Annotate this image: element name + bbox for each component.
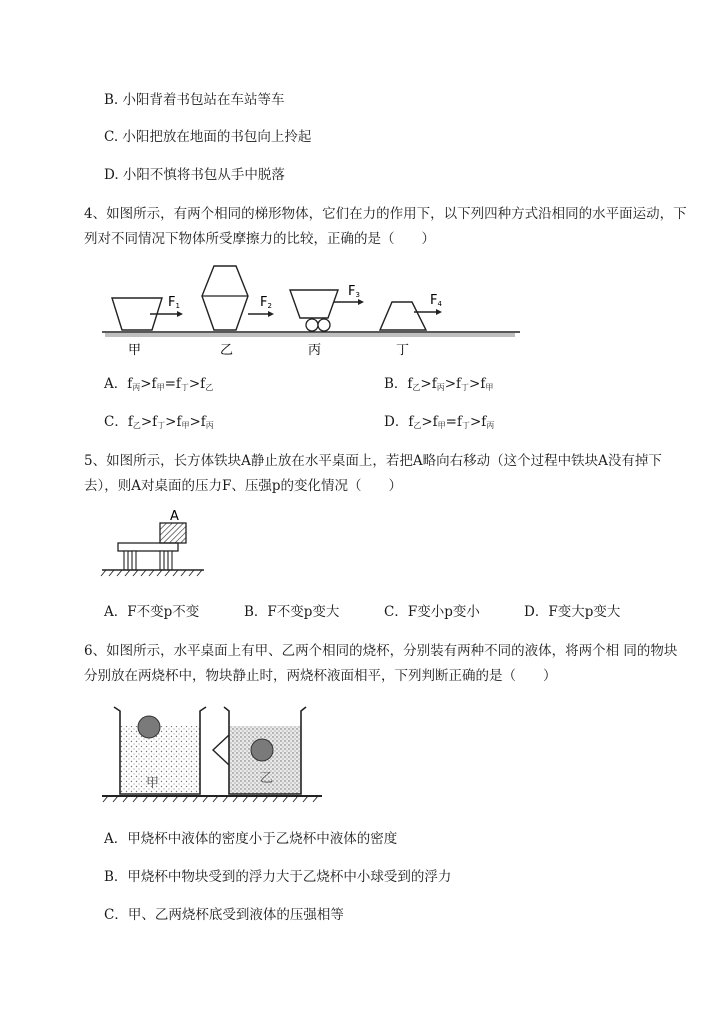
- q6-block-jia: [138, 716, 160, 738]
- q6-option-b: B．甲烧杯中物块受到的浮力大于乙烧杯中小球受到的浮力: [104, 869, 452, 885]
- q4-stem-line1: 4、如图所示，有两个相同的梯形物体，它们在力的作用下，以下列四种方式沿相同的水平面运动，下: [84, 206, 687, 222]
- q5-figure: [100, 510, 220, 580]
- q5-stem-line2: 去），则A对桌面的压力F、压强p的变化情况（ ）: [84, 478, 403, 494]
- q4-label-bing: 丙: [308, 343, 322, 358]
- q6-stem-line1: 6、如图所示，水平桌面上有甲、乙两个相同的烧杯，分别装有两种不同的液体，将两个相 同的物块: [84, 643, 678, 659]
- q5-option-d: D．F变大p变大: [524, 604, 621, 620]
- q4-option-a: A．$f_丙>f_甲=f_丁>f_乙$: [104, 376, 214, 392]
- q5-block-a: [160, 523, 186, 543]
- q4-block-bing: [290, 290, 338, 318]
- q6-label-yi: 乙: [260, 771, 274, 786]
- q4-force-4: F4: [430, 293, 442, 308]
- q3-option-c: C. 小阳把放在地面的书包向上拎起: [104, 129, 312, 145]
- q6-option-a: A．甲烧杯中液体的密度小于乙烧杯中液体的密度: [104, 831, 398, 847]
- q6-stem-line2: 分别放在两烧杯中，物块静止时，两烧杯液面相平，下列判断正确的是（ ）: [84, 668, 557, 684]
- q5-stem-line1: 5、如图所示，长方体铁块A静止放在水平桌面上，若把A略向右移动（这个过程中铁块A没有掉下: [84, 453, 662, 469]
- q4-block-ding: [380, 302, 426, 330]
- q4-force-1: F1: [168, 295, 180, 310]
- q6-figure: [100, 700, 330, 805]
- q4-force-2: F2: [260, 295, 272, 310]
- q4-figure: [100, 262, 540, 362]
- q6-beaker-jia: [114, 707, 206, 794]
- q6-block-yi: [251, 739, 273, 761]
- q5-option-b: B．F不变p变大: [244, 604, 340, 620]
- q4-label-yi: 乙: [220, 343, 234, 358]
- q6-label-jia: 甲: [146, 776, 160, 791]
- q3-option-d: D. 小阳不慎将书包从手中脱落: [104, 167, 285, 183]
- q5-option-a: A．F不变p不变: [104, 604, 200, 620]
- q6-option-c: C．甲、乙两烧杯底受到液体的压强相等: [104, 907, 344, 923]
- q4-label-jia: 甲: [128, 343, 142, 358]
- q4-force-3: F3: [348, 284, 360, 299]
- q5-block-label: A: [170, 509, 179, 524]
- q4-label-ding: 丁: [396, 343, 410, 358]
- q4-option-d: D．$f_乙>f_甲=f_丁>f_丙$: [384, 414, 495, 430]
- q6-beaker-yi: [213, 707, 306, 794]
- q3-option-b: B. 小阳背着书包站在车站等车: [104, 92, 285, 108]
- q4-block-yi: [202, 266, 248, 330]
- q4-option-b: B．$f_乙>f_丙>f_丁>f_甲$: [384, 376, 494, 392]
- q4-option-c: C．$f_乙>f_丁>f_甲>f_丙$: [104, 414, 214, 430]
- q4-stem-line2: 列对不同情况下物体所受摩擦力的比较，正确的是（ ）: [84, 231, 435, 247]
- q5-option-c: C．F变小p变小: [384, 604, 480, 620]
